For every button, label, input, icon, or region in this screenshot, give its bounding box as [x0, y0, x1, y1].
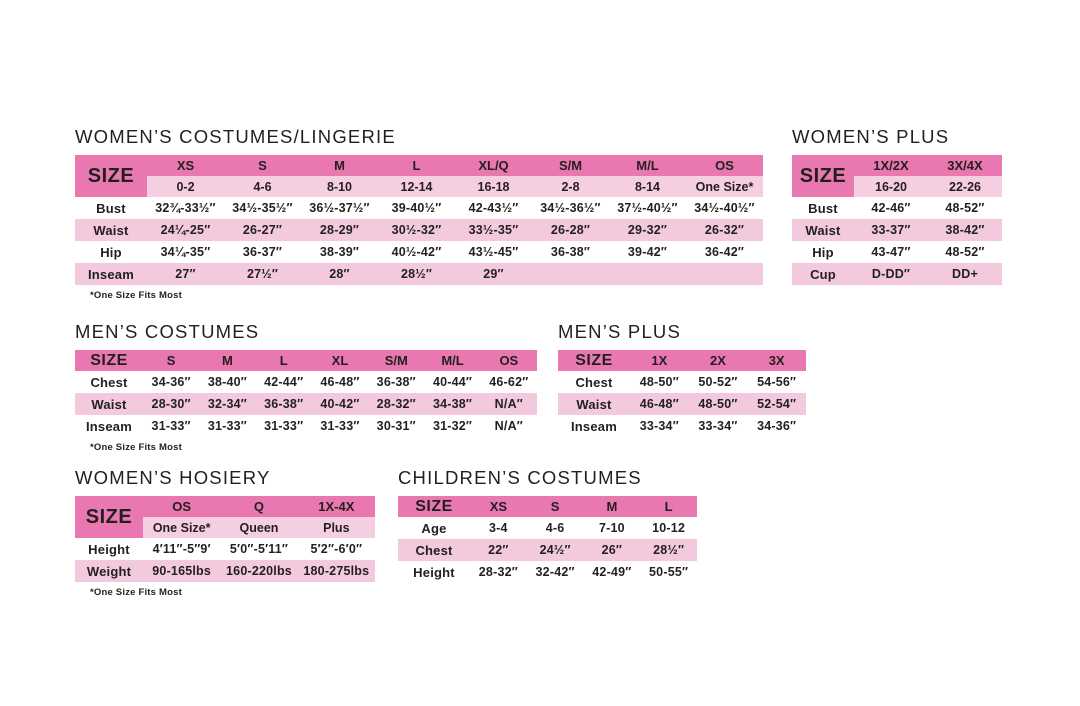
value-cell: 34¼-35″	[147, 241, 224, 263]
column-subheader: 2-8	[532, 176, 609, 197]
size-header-cell: SIZE	[792, 155, 854, 197]
size-chart-table	[398, 496, 697, 583]
value-cell: 46-62″	[481, 371, 537, 393]
value-cell: 38-42″	[928, 219, 1002, 241]
column-subheader: Plus	[298, 517, 375, 538]
row-label: Chest	[558, 371, 630, 393]
value-cell: 43-47″	[854, 241, 928, 263]
value-cell: 48-52″	[928, 241, 1002, 263]
size-header-cell: SIZE	[75, 155, 147, 197]
value-cell: 22″	[470, 539, 527, 561]
value-cell: 27½″	[224, 263, 301, 285]
row-label: Inseam	[75, 415, 143, 437]
value-cell: 36-42″	[686, 241, 763, 263]
row-label: Inseam	[558, 415, 630, 437]
size-chart-table	[75, 496, 375, 582]
section-womens-plus	[792, 126, 1002, 285]
table-row	[75, 538, 375, 560]
column-header: 3X/4X	[928, 155, 1002, 176]
value-cell: 10-12	[640, 517, 697, 539]
table-row	[398, 539, 697, 561]
value-cell	[609, 263, 686, 285]
section-womens-costumes-lingerie	[75, 126, 763, 301]
size-header-cell: SIZE	[558, 350, 630, 371]
column-header: 2X	[689, 350, 748, 371]
table-row	[792, 263, 1002, 285]
size-chart-table	[558, 350, 806, 437]
footnote: *One Size Fits Most	[90, 442, 182, 453]
value-cell: 90-165lbs	[143, 560, 220, 582]
value-cell: 50-55″	[640, 561, 697, 583]
column-header: 3X	[747, 350, 806, 371]
column-header: S	[527, 496, 584, 517]
column-subheader: 8-10	[301, 176, 378, 197]
value-cell: 37½-40½″	[609, 197, 686, 219]
column-header: XL/Q	[455, 155, 532, 176]
row-label: Height	[398, 561, 470, 583]
value-cell: 34½-35½″	[224, 197, 301, 219]
row-label: Bust	[75, 197, 147, 219]
row-label: Hip	[792, 241, 854, 263]
column-header: S/M	[532, 155, 609, 176]
value-cell: N/A″	[481, 415, 537, 437]
value-cell: 54-56″	[747, 371, 806, 393]
value-cell: 160-220lbs	[220, 560, 297, 582]
row-label: Height	[75, 538, 143, 560]
value-cell: 24½″	[527, 539, 584, 561]
value-cell: 30½-32″	[378, 219, 455, 241]
table-row	[558, 371, 806, 393]
column-header: XS	[470, 496, 527, 517]
table-row	[75, 197, 763, 219]
size-table-holder	[398, 496, 697, 583]
row-label: Waist	[75, 393, 143, 415]
footnote: *One Size Fits Most	[90, 290, 182, 301]
column-header: 1X	[630, 350, 689, 371]
value-cell: 42-46″	[854, 197, 928, 219]
column-subheader: Queen	[220, 517, 297, 538]
row-label: Inseam	[75, 263, 147, 285]
size-table-holder	[75, 350, 537, 437]
value-cell: 36-37″	[224, 241, 301, 263]
table-row	[75, 219, 763, 241]
value-cell: 38-39″	[301, 241, 378, 263]
value-cell: 48-50″	[689, 393, 748, 415]
row-label: Chest	[75, 371, 143, 393]
column-header: M/L	[424, 350, 480, 371]
section-womens-hosiery	[75, 467, 375, 598]
size-chart-table	[75, 155, 763, 285]
section-title: WOMEN’S PLUS	[792, 126, 950, 147]
value-cell: 31-33″	[312, 415, 368, 437]
value-cell: 43½-45″	[455, 241, 532, 263]
row-label: Weight	[75, 560, 143, 582]
row-label: Waist	[792, 219, 854, 241]
section-title: CHILDREN’S COSTUMES	[398, 467, 642, 488]
column-header: L	[640, 496, 697, 517]
table-row	[75, 241, 763, 263]
value-cell: 33-34″	[689, 415, 748, 437]
value-cell: 28″	[301, 263, 378, 285]
table-row	[75, 560, 375, 582]
size-table-holder	[75, 496, 375, 582]
row-label: Age	[398, 517, 470, 539]
value-cell: 39-40½″	[378, 197, 455, 219]
value-cell: 34½-36½″	[532, 197, 609, 219]
table-row	[398, 561, 697, 583]
size-table-holder	[792, 155, 1002, 285]
column-header: OS	[143, 496, 220, 517]
table-row	[558, 393, 806, 415]
size-chart-table	[75, 350, 537, 437]
value-cell: 28-32″	[470, 561, 527, 583]
value-cell: 29-32″	[609, 219, 686, 241]
column-header: OS	[686, 155, 763, 176]
row-label: Waist	[75, 219, 147, 241]
value-cell: 33-37″	[854, 219, 928, 241]
value-cell: 26-27″	[224, 219, 301, 241]
value-cell: 24¼-25″	[147, 219, 224, 241]
table-row	[398, 517, 697, 539]
value-cell: 34-36″	[747, 415, 806, 437]
column-subheader: One Size*	[143, 517, 220, 538]
value-cell: 5′0″-5′11″	[220, 538, 297, 560]
row-label: Cup	[792, 263, 854, 285]
column-subheader: 8-14	[609, 176, 686, 197]
column-subheader: One Size*	[686, 176, 763, 197]
value-cell: 26″	[584, 539, 641, 561]
section-title: WOMEN’S COSTUMES/LINGERIE	[75, 126, 396, 147]
value-cell: 28½″	[640, 539, 697, 561]
value-cell	[532, 263, 609, 285]
value-cell: 28-32″	[368, 393, 424, 415]
value-cell: 46-48″	[630, 393, 689, 415]
size-header-cell: SIZE	[75, 496, 143, 538]
section-mens-plus	[558, 321, 806, 437]
column-header: L	[256, 350, 312, 371]
column-header: L	[378, 155, 455, 176]
value-cell: 30-31″	[368, 415, 424, 437]
value-cell: 31-33″	[143, 415, 199, 437]
value-cell: 28-29″	[301, 219, 378, 241]
value-cell: 46-48″	[312, 371, 368, 393]
column-header: S	[143, 350, 199, 371]
value-cell: N/A″	[481, 393, 537, 415]
value-cell: 4-6	[527, 517, 584, 539]
value-cell: 4′11″-5″9′	[143, 538, 220, 560]
section-childrens-costumes	[398, 467, 697, 583]
value-cell: 38-40″	[199, 371, 255, 393]
value-cell: 42-44″	[256, 371, 312, 393]
value-cell: 3-4	[470, 517, 527, 539]
value-cell: 26-28″	[532, 219, 609, 241]
size-header-cell: SIZE	[75, 350, 143, 371]
column-subheader: 12-14	[378, 176, 455, 197]
value-cell: 28-30″	[143, 393, 199, 415]
column-header: M	[199, 350, 255, 371]
value-cell: 31-33″	[199, 415, 255, 437]
column-header: XL	[312, 350, 368, 371]
size-header-cell: SIZE	[398, 496, 470, 517]
section-title: MEN’S COSTUMES	[75, 321, 260, 342]
row-label: Waist	[558, 393, 630, 415]
table-row	[792, 197, 1002, 219]
table-row	[75, 263, 763, 285]
column-subheader: 16-20	[854, 176, 928, 197]
column-subheader: 0-2	[147, 176, 224, 197]
value-cell: 26-32″	[686, 219, 763, 241]
value-cell: 40-44″	[424, 371, 480, 393]
row-label: Chest	[398, 539, 470, 561]
value-cell: DD+	[928, 263, 1002, 285]
value-cell	[686, 263, 763, 285]
column-header: Q	[220, 496, 297, 517]
value-cell: 40-42″	[312, 393, 368, 415]
footnote: *One Size Fits Most	[90, 587, 182, 598]
row-label: Hip	[75, 241, 147, 263]
value-cell: 32¾-33½″	[147, 197, 224, 219]
value-cell: 39-42″	[609, 241, 686, 263]
section-title: WOMEN’S HOSIERY	[75, 467, 271, 488]
section-title: MEN’S PLUS	[558, 321, 682, 342]
value-cell: 31-32″	[424, 415, 480, 437]
size-chart-table	[792, 155, 1002, 285]
section-mens-costumes	[75, 321, 537, 453]
value-cell: 48-52″	[928, 197, 1002, 219]
column-header: S	[224, 155, 301, 176]
size-table-holder	[75, 155, 763, 285]
table-row	[558, 415, 806, 437]
value-cell: 33-34″	[630, 415, 689, 437]
column-header: 1X/2X	[854, 155, 928, 176]
value-cell: 7-10	[584, 517, 641, 539]
column-header: OS	[481, 350, 537, 371]
value-cell: 31-33″	[256, 415, 312, 437]
value-cell: 32-42″	[527, 561, 584, 583]
value-cell: 29″	[455, 263, 532, 285]
value-cell: 28½″	[378, 263, 455, 285]
value-cell: 34-38″	[424, 393, 480, 415]
value-cell: 48-50″	[630, 371, 689, 393]
value-cell: 33½-35″	[455, 219, 532, 241]
column-header: 1X-4X	[298, 496, 375, 517]
column-header: XS	[147, 155, 224, 176]
value-cell: 42-49″	[584, 561, 641, 583]
value-cell: 36½-37½″	[301, 197, 378, 219]
value-cell: 32-34″	[199, 393, 255, 415]
value-cell: 36-38″	[256, 393, 312, 415]
value-cell: 34½-40½″	[686, 197, 763, 219]
row-label: Bust	[792, 197, 854, 219]
value-cell: 5′2″-6′0″	[298, 538, 375, 560]
size-table-holder	[558, 350, 806, 437]
value-cell: 50-52″	[689, 371, 748, 393]
column-header: M/L	[609, 155, 686, 176]
value-cell: D-DD″	[854, 263, 928, 285]
table-row	[792, 241, 1002, 263]
value-cell: 52-54″	[747, 393, 806, 415]
value-cell: 40½-42″	[378, 241, 455, 263]
value-cell: 34-36″	[143, 371, 199, 393]
column-header: S/M	[368, 350, 424, 371]
table-row	[75, 393, 537, 415]
table-row	[75, 371, 537, 393]
value-cell: 36-38″	[532, 241, 609, 263]
table-row	[75, 415, 537, 437]
column-subheader: 16-18	[455, 176, 532, 197]
value-cell: 36-38″	[368, 371, 424, 393]
column-header: M	[584, 496, 641, 517]
value-cell: 27″	[147, 263, 224, 285]
column-header: M	[301, 155, 378, 176]
table-row	[792, 219, 1002, 241]
column-subheader: 4-6	[224, 176, 301, 197]
value-cell: 42-43½″	[455, 197, 532, 219]
value-cell: 180-275lbs	[298, 560, 375, 582]
column-subheader: 22-26	[928, 176, 1002, 197]
